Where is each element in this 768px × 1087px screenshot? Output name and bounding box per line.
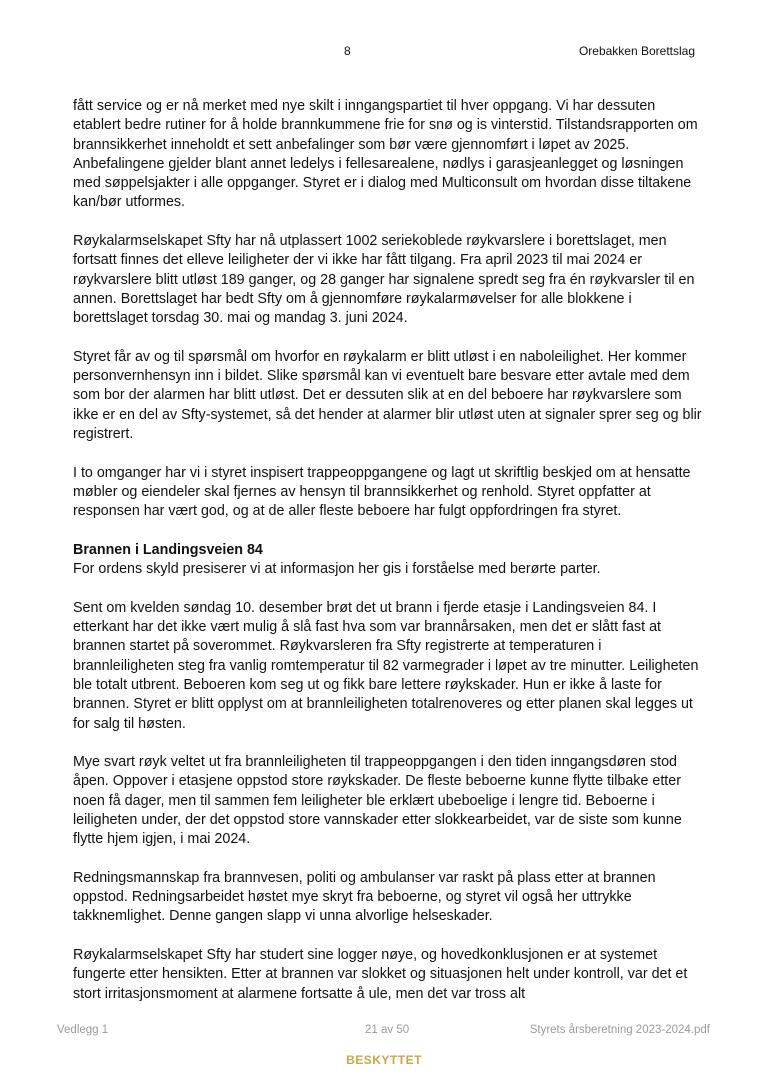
paragraph: Sent om kvelden søndag 10. desember brøt det ut brann i fjerde etasje i Landingsveien 84. I etterkant har det ikke vært mulig å slå fast hva som var brannårsaken, men det er slått fast at brannen startet på soverommet. Røykvarsleren fra Sfty registrerte at temperaturen i brannleiligheten steg fra vanlig romtemperatur til 82 varmegrader i løpet av tre minutter. Leiligheten ble totalt utbrent. Beboeren kom seg ut og fikk bare lettere røykskader. Hun er ikke å laste for brannen. Styret er blitt opplyst om at brannleiligheten totalrenoveres og etter planen skal legges ut for salg til høsten. [73,599,699,732]
header-organization: Orebakken Borettslag [578,44,695,58]
document-body [73,97,703,1023]
section-heading: Brannen i Landingsveien 84 [73,541,263,558]
paragraph: Røykalarmselskapet Sfty har studert sine logger nøye, og hovedkonklusjonen er at systemet fungerte etter hensikten. Etter at brannen var slokket og situasjonen helt under kontroll, var det et stort irritasjonsmoment at alarmene fortsatte å ule, men det var tross alt [73,947,688,1002]
classification-label: BESKYTTET [346,1053,422,1067]
footer-page-count: 21 av 50 [365,1024,410,1036]
paragraph: fått service og er nå merket med nye skilt i inngangspartiet til hver oppgang. Vi har dessuten etablert bedre rutiner for å holde brannkummene frie for snø og is vinterstid. Tilstandsrapporten om brannsikkerhet inneholdt et sett anbefalinger som bør være gjennomført i løpet av 2025. Anbefalingene gjelder blant annet ledelys i fellesarealene, nødlys i garasjeanlegget og løsningen med søppelsjakter i alle oppganger. Styret er i dialog med Multiconsult om hvordan disse tiltakene kan/bør utformes. [73,98,698,211]
paragraph: I to omganger har vi i styret inspisert trappeoppgangene og lagt ut skriftlig beskjed om at hensatte møbler og eiendeler skal fjernes av hensyn til brannsikkerhet og renhold. Styret oppfatter at responsen har vært god, og at de aller fleste beboere har fulgt oppfordringen fra styret. [73,464,691,520]
paragraph: Styret får av og til spørsmål om hvorfor en røykalarm er blitt utløst i en naboleilighet. Her kommer personvernhensyn inn i bildet. Slike spørsmål kan vi eventuelt bare besvare etter avtale med dem som bor der alarmen har blitt utløst. Det er dessuten slik at en del beboere har røykvarslere som ikke er en del av Sfty-systemet, så det hender at alarmer blir utløst uten at signaler sprer seg og blir registrert. [73,348,702,443]
paragraph: For ordens skyld presiserer vi at informasjon her gis i forståelse med berørte parter. [73,561,601,578]
footer-attachment-label: Vedlegg 1 [57,1024,109,1036]
page-number: 8 [344,44,351,58]
paragraph: Røykalarmselskapet Sfty har nå utplassert 1002 seriekoblede røykvarslere i borettslaget, men fortsatt finnes det elleve leiligheter der vi ikke har fått tilgang. Fra april 2023 til mai 2024 er røykvarslere blitt utløst 189 ganger, og 28 ganger har signalene spredt seg fra én røykvarsler til en annen. Borettslaget har bedt Sfty om å gjennomføre røykalarmøvelser for alle blokkene i borettslaget torsdag 30. mai og mandag 3. juni 2024. [73,233,695,327]
footer-filename: Styrets årsberetning 2023-2024.pdf [529,1024,710,1036]
paragraph: Mye svart røyk veltet ut fra brannleiligheten til trappeoppgangen i den tiden inngangsdøren stod åpen. Oppover i etasjene oppstod store røykskader. De fleste beboerne kunne flytte tilbake etter noen få dager, men til sammen fem leiligheter ble erklært ubeboelige i lengre tid. Beboerne i leiligheten under, der det oppstod store vannskader etter slokkearbeidet, var de siste som kunne flytte hjem igjen, i mai 2024. [73,754,682,848]
paragraph: Redningsmannskap fra brannvesen, politi og ambulanser var raskt på plass etter at brannen oppstod. Redningsarbeidet høstet mye skryt fra beboerne, og styret vil også her uttrykke takknemlighet. Denne gangen slapp vi unna alvorlige helseskader. [73,869,656,925]
